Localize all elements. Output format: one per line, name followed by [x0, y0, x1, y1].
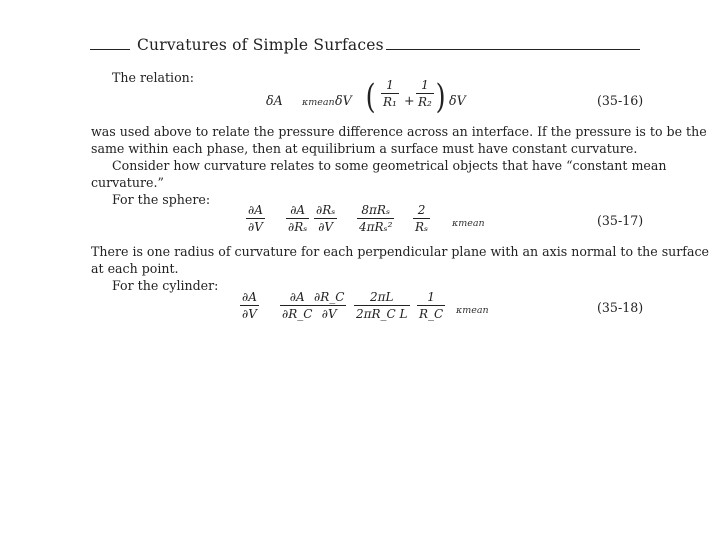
eq16-kappa: κmean	[302, 97, 335, 108]
sphere-intro: For the sphere:	[112, 192, 211, 207]
eq16-left-paren: (	[365, 77, 376, 117]
cylinder-intro: For the cylinder:	[112, 278, 219, 293]
header-rule-right	[386, 49, 640, 50]
section-title: Curvatures of Simple Surfaces	[137, 36, 384, 54]
eq16-right-paren: )	[435, 77, 446, 117]
eq17-fraction-4: 8πRₛ 4πRₛ²	[359, 203, 393, 234]
eq18-fraction-1: ∂A ∂V	[242, 290, 257, 321]
eq17-fraction-1: ∂A ∂V	[248, 203, 263, 234]
eq17-kappa: κmean	[452, 218, 485, 229]
eq16-plus: +	[404, 93, 415, 108]
para1-line1: was used above to relate the pressure difference across an interface. If the pressure is to be the	[91, 124, 707, 139]
eq18-kappa: κmean	[456, 305, 489, 316]
eq16-number: (35-16)	[597, 93, 644, 108]
eq16-fraction-2: 1 R₂	[418, 78, 432, 109]
eq18-number: (35-18)	[597, 300, 644, 315]
section-header	[90, 36, 640, 56]
para3-line1: There is one radius of curvature for each perpendicular plane with an axis normal to the surface	[91, 244, 709, 259]
eq16-mid: δV	[335, 93, 352, 108]
header-rule-left	[90, 49, 130, 50]
para2-line1: Consider how curvature relates to some geometrical objects that have “constant mean	[112, 158, 667, 173]
eq16-rhs: δV	[449, 93, 466, 108]
eq18-fraction-5: 1 R_C	[419, 290, 444, 321]
relation-intro: The relation:	[112, 70, 195, 85]
eq16-fraction-1: 1 R₁	[383, 78, 397, 109]
eq17-number: (35-17)	[597, 213, 644, 228]
para3-line2: at each point.	[91, 261, 179, 276]
eq18-fraction-4: 2πL 2πR_C L	[356, 290, 408, 321]
eq18-fraction-3: ∂R_C ∂V	[314, 290, 345, 321]
para2-line2: curvature.”	[91, 175, 164, 190]
para1-line2: same within each phase, then at equilibrium a surface must have constant curvature.	[91, 141, 638, 156]
eq16-lhs: δA	[266, 93, 283, 108]
eq17-fraction-5: 2 Rₛ	[415, 203, 429, 234]
eq17-fraction-3: ∂Rₛ ∂V	[316, 203, 336, 234]
eq18-fraction-2: ∂A ∂R_C	[282, 290, 313, 321]
eq17-fraction-2: ∂A ∂Rₛ	[288, 203, 308, 234]
